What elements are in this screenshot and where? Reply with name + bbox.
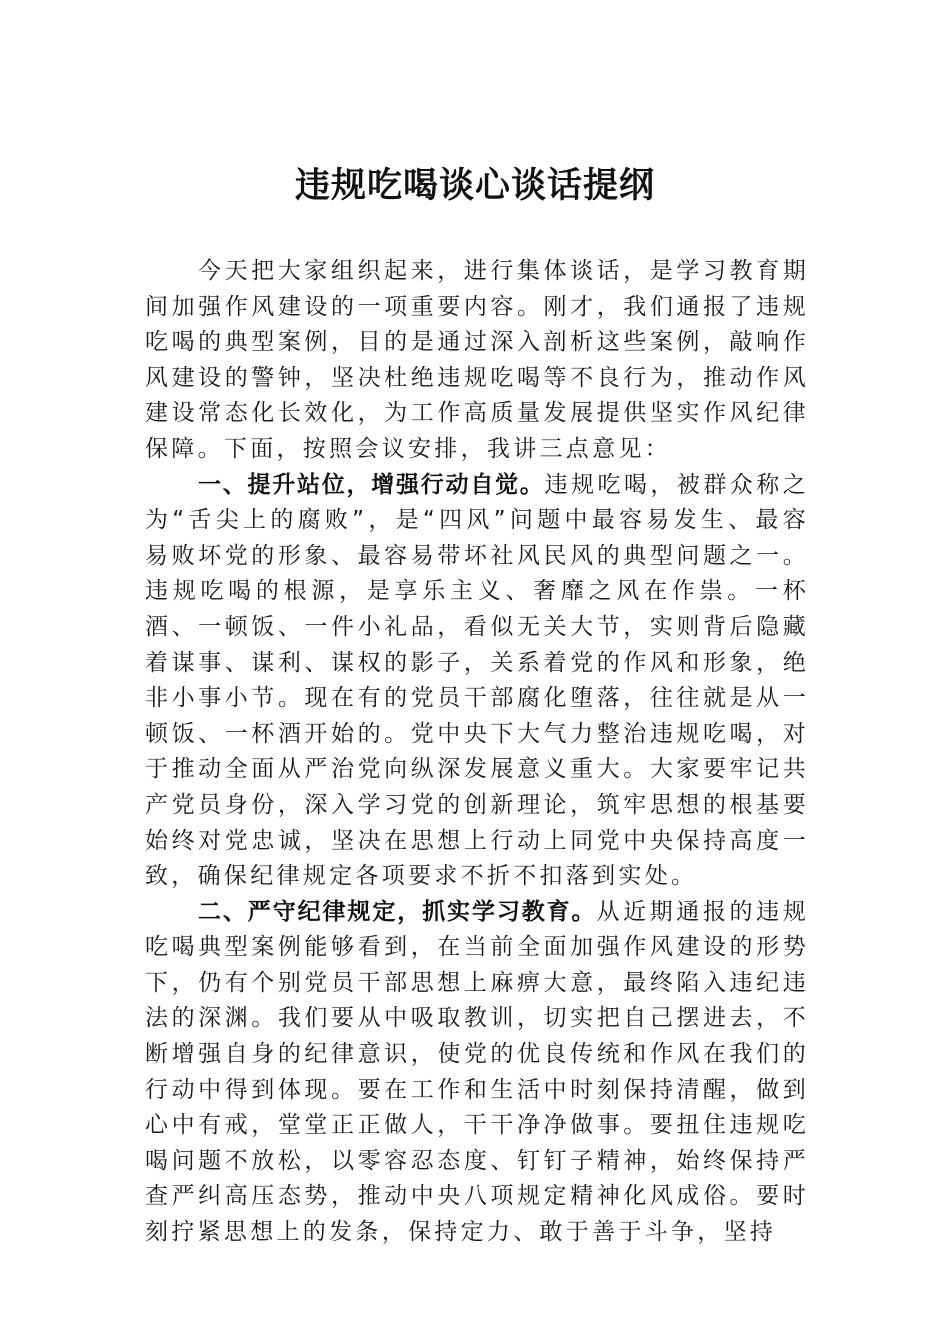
document-body [145, 254, 809, 1251]
paragraph-intro [145, 254, 809, 468]
section-1-text: 违规吃喝，被群众称之为“舌尖上的腐败”，是“四风”问题中最容易发生、最容易败坏党的形象、最容易带坏社风民风的典型问题之一。违规吃喝的根源，是享乐主义、奢靡之风在作祟。一杯酒、一顿饭、一件小礼品，看似无关大节，实则背后隐藏着谋事、谋利、谋权的影子，关系着党的作风和形象，绝非小事小节。现在有的党员干部腐化堕落，往往就是从一顿饭、一杯酒开始的。党中央下大气力整治违规吃喝，对于推动全面从严治党向纵深发展意义重大。大家要牢记共产党员身份，深入学习党的创新理论，筑牢思想的根基要始终对党忠诚，坚决在思想上行动上同党中央保持高度一致，确保纪律规定各项要求不折不扣落到实处。 [145, 471, 809, 890]
section-2-text: 从近期通报的违规吃喝典型案例能够看到，在当前全面加强作风建设的形势下，仍有个别党员干部思想上麻痹大意，最终陷入违纪违法的深渊。我们要从中吸取教训，切实把自己摆进去，不断增强自身的纪律意识，使党的优良传统和作风在我们的行动中得到体现。要在工作和生活中时刻保持清醒，做到心中有戒，堂堂正正做人，干干净净做事。要扭住违规吃喝问题不放松，以零容忍态度、钉钉子精神，始终保持严查严纠高压态势，推动中央八项规定精神化风成俗。要时刻拧紧思想上的发条，保持定力、敢于善于斗争，坚持 [145, 898, 809, 1246]
section-2-heading: 二、严守纪律规定，抓实学习教育。 [198, 898, 597, 925]
section-1-heading: 一、提升站位，增强行动自觉。 [198, 471, 545, 498]
document-title: 违规吃喝谈心谈话提纲 [294, 165, 655, 206]
paragraph-section-2 [145, 895, 809, 1251]
paragraph-section-1 [145, 468, 809, 895]
paragraph-intro-text: 今天把大家组织起来，进行集体谈话，是学习教育期间加强作风建设的一项重要内容。刚才，我们通报了违规吃喝的典型案例，目的是通过深入剖析这些案例，敲响作风建设的警钟，坚决杜绝违规吃喝等不良行为，推动作风建设常态化长效化，为工作高质量发展提供坚实作风纪律保障。下面，按照会议安排，我讲三点意见： [145, 258, 809, 462]
